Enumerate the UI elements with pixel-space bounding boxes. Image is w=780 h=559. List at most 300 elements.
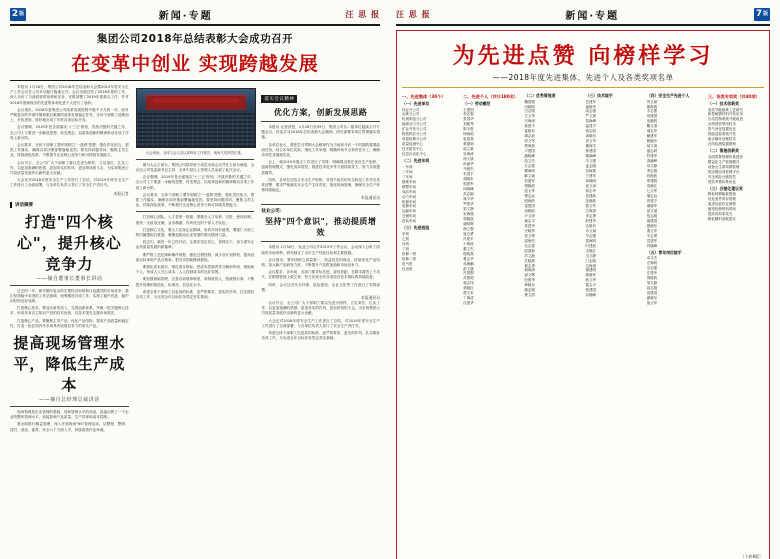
- award-name: 精整车间: [402, 184, 416, 189]
- award-subheading: （五）青年岗位能手: [646, 249, 682, 255]
- award-name: 农晓东: [585, 223, 597, 228]
- award-name: 雷建国: [524, 203, 535, 208]
- award-name: 臧建军: [646, 134, 658, 139]
- award-subtitle: ——2018年度先进集体、先进个人及各类奖项名单: [492, 73, 674, 82]
- award-subheading: （二）管理创新奖: [707, 148, 739, 154]
- lead-para: 会议强调，2019年是全面落实'十三五'规划、决战决胜的关键之年，全公司上下要进一步解放思想、转变观念，以改革创新的精神推动各项工作再上新台阶。: [10, 125, 129, 140]
- award-name: 羊志勇: [646, 233, 658, 238]
- award-name: 郝文涛: [646, 144, 658, 149]
- award-name: 彭文斌: [463, 266, 474, 271]
- award-name: 祝文华: [585, 139, 597, 144]
- award-name: 洪文静: [524, 253, 535, 258]
- award-name: 苗建新: [585, 193, 597, 198]
- award-name: 于海波: [463, 241, 474, 246]
- right-masthead-brand: 汪 思 报: [396, 9, 431, 19]
- award-name: 危志刚: [646, 213, 658, 218]
- award-name: 阎志强: [585, 109, 597, 114]
- award-name: 宗志强: [646, 266, 658, 271]
- award-name: 包装车间: [402, 219, 416, 224]
- award-name: 自动控制系统升级改造: [707, 117, 743, 122]
- award-name: 支晓红: [585, 248, 597, 253]
- award-name: 童晓华: [585, 104, 597, 109]
- sidebar-extra-body: [261, 301, 380, 341]
- award-name: 动力车间: [402, 194, 416, 199]
- speech-para: 要全面推行精益管理，深入开展现场"6S"管理活动，从整理、整顿、清扫、清洁、素养、安全六个方面入手，持续改善作业环境。: [10, 422, 129, 432]
- award-name: 敖建国: [585, 288, 597, 293]
- award-name: 康晓波: [524, 184, 535, 189]
- sidebar-para: 会议要求，各车间、各部门要对标先进、查找差距，在降本增效上下功夫，在精细管理上做文章，努力实现全年各项经济技术指标的持续改善。: [261, 270, 381, 280]
- left-page-number-value: 2: [11, 8, 19, 19]
- award-name: 柳海明: [524, 169, 535, 174]
- award-heading: 二、先进个人（共计180名）: [463, 94, 518, 99]
- award-name: 汤晓丽: [524, 208, 535, 213]
- award-subheading: （一）先进单位: [402, 100, 430, 106]
- sidebar-item-2-signature: 本报通讯员: [361, 295, 381, 301]
- award-name: 郭建军: [463, 182, 474, 187]
- sidebar-item-2-title: 坚持"四个意识"，推动提质增效: [265, 217, 377, 238]
- award-name: 麦志刚: [585, 164, 597, 169]
- sidebar-item-1-rule: [261, 121, 380, 122]
- left-column-2: [136, 85, 255, 435]
- award-name: 绩效考核体系优化: [707, 179, 736, 184]
- left-headline: 在变革中创业 实现跨越发展: [71, 53, 319, 75]
- award-name: 沈建华: [463, 301, 474, 306]
- award-name: 花晓波: [585, 198, 597, 203]
- sidebar-para: 同时，会议还对安全环保、队伍建设、企业文化等工作进行了安排部署。: [261, 282, 381, 292]
- award-name: 韩立强: [463, 226, 474, 231]
- award-name: 辛文强: [585, 159, 597, 164]
- award-name: 柯海涛: [524, 268, 535, 273]
- award-name: 范文杰: [524, 159, 535, 164]
- award-list-frame: [396, 30, 770, 559]
- sidebar-item-1-body: [261, 125, 380, 193]
- speech-para: 要严格工艺纪律和操作规程，强化过程控制，减少非计划停机，提高设备运转率和产品合格率，把各类损耗降到最低。: [135, 252, 255, 262]
- award-name: 检修二班: [402, 256, 416, 261]
- award-name: 新型耐磨材料开发应用: [707, 112, 743, 117]
- award-name: 庄建华: [646, 271, 658, 276]
- award-name: 技术研发中心: [402, 147, 423, 152]
- award-column-5: [647, 92, 703, 559]
- sidebar-item-2-label: 钛业公司：: [261, 209, 285, 215]
- award-rule: [402, 87, 764, 88]
- award-name: 郑晓波: [463, 216, 474, 221]
- award-name: 温建平: [585, 124, 597, 129]
- award-name: 昌海波: [646, 174, 658, 179]
- award-name: 容海燕: [585, 169, 597, 174]
- lead-para: 会议指出，2018年是集团公司改革发展进程中极不平凡的一年，面对严峻复杂的外部环境和艰巨繁重的改革发展稳定任务，全体干部职工迎难而上、开拓进取，较好地完成了年度各项目标任务。: [10, 107, 129, 123]
- photo-audience: [137, 113, 256, 147]
- award-name: 卓文杰: [646, 256, 658, 261]
- left-column-3: [261, 85, 380, 435]
- award-name: 在线检测装置研制: [707, 142, 736, 147]
- award-name: 检修一班: [402, 251, 416, 256]
- award-name: 王建国: [463, 107, 474, 112]
- award-name: 查晓峰: [646, 159, 658, 164]
- sidebar-item-2-body: [261, 245, 380, 293]
- award-name: 运输车间: [402, 209, 416, 214]
- speech-para: 过去的一年，面对错综复杂的宏观经济形势和日趋激烈的市场竞争，我们坚持稳中求进的工作总基调，统筹推进各项工作，实现了稳中有进、稳中向好的良好局面。: [10, 288, 129, 304]
- award-name: 熔炼车间: [402, 179, 416, 184]
- award-name: 季志刚: [646, 169, 658, 174]
- photo-note-para: 会议要求，全体干部职工要牢固树立'一盘棋'思想，强化责任担当，狠抓工作落实，确保各项决策部署落地见效。要坚持问题导向，聚焦主责主业，持续深化改革，不断提升企业核心竞争力和可持续发展能力。: [135, 192, 255, 208]
- award-name: 周立新: [463, 147, 474, 152]
- award-name: 霍志平: [585, 283, 597, 288]
- award-name: 白志刚: [524, 109, 535, 114]
- award-name: 宁建军: [585, 174, 597, 179]
- sidebar-para: 本报讯 记者获悉，1月28日至29日，集团公司各二级单位陆续召开专题会议，传达学习2018年总结表彰大会精神，研究部署本单位贯彻落实措施。: [261, 125, 381, 140]
- award-name: 甲班: [402, 231, 409, 236]
- sidebar-para: 希望全体干部职工以更高的标准、更严的要求、更实的作风，扎实做好各项工作，为完成全年目标任务奠定坚实基础。: [261, 331, 381, 341]
- award-name: 田晓明: [524, 104, 535, 109]
- award-name: 方文华: [524, 114, 535, 119]
- award-name: 林少华: [463, 196, 474, 201]
- sidebar-para: 会上，就2019年重点工作进行了安排，明确提出要在优化生产组织、创新管理模式、强化成本管控、推进技术进步等方面持续发力，努力实现提质增效。: [261, 160, 381, 175]
- award-name: 万志强: [524, 164, 535, 169]
- award-name: 供应链协同管理平台: [707, 169, 740, 174]
- speech-section-tag: 讲话摘要: [10, 202, 129, 208]
- award-subheading: （一）劳动模范: [463, 100, 491, 106]
- award-name: 物资供应分公司: [402, 132, 427, 137]
- award-name: 质量检测中心: [402, 142, 423, 147]
- award-name: 都海燕: [646, 104, 658, 109]
- lead-para: 本报讯 1月26日，集团公司2018年总结表彰大会暨2019年度安全生产工作会议在公司多功能厅隆重召开。会议全面总结了2018年度的工作，深入分析了当前面临的形势和任务，安排部署了2019年度重点工作，并对2018年度涌现出的先进集体和先进个人进行了表彰。: [10, 85, 129, 105]
- left-page: [0, 0, 388, 559]
- award-name: 时建波: [585, 243, 597, 248]
- award-name: 罗建华: [463, 201, 474, 206]
- award-name: 屠志远: [646, 193, 658, 198]
- award-name: 信息自动化中心: [402, 152, 427, 157]
- award-name: 优化备件库存管理: [707, 197, 736, 202]
- sidebar-item-1-title: 优化方案，创新发展思路: [273, 108, 368, 117]
- award-name: 岑志强: [585, 233, 597, 238]
- award-name: 李志强: [463, 112, 474, 117]
- award-name: 乜文军: [646, 188, 658, 193]
- award-name: 丁海清: [463, 296, 474, 301]
- left-masthead: [10, 6, 380, 26]
- award-name: 机械制造分公司: [402, 117, 427, 122]
- award-name: 池文涛: [585, 184, 597, 189]
- award-column-3: [524, 92, 580, 559]
- award-name: 关海清: [585, 208, 597, 213]
- speech-2-subtitle: ——摘自总经理总裁讲话: [39, 397, 100, 404]
- award-subheading: （三）技术能手: [585, 93, 613, 98]
- right-page-number-value: 7: [755, 8, 763, 19]
- award-name: 解文斌: [524, 174, 535, 179]
- award-name: 成品车间: [402, 189, 416, 194]
- award-name: 冶炼分公司: [402, 112, 420, 117]
- continued-note: （下转8版）: [740, 554, 763, 559]
- award-name: 侯文博: [524, 233, 535, 238]
- award-name: 设备检修分公司: [402, 137, 427, 142]
- right-page: [388, 0, 780, 559]
- award-name: 龚志平: [524, 218, 535, 223]
- award-name: 吴海涛: [463, 152, 474, 157]
- award-name: 二车间: [402, 169, 413, 174]
- award-title: 为先进点赞 向榜样学习: [452, 44, 714, 69]
- award-name: 褚建明: [585, 268, 597, 273]
- award-name: 翟志勇: [524, 263, 535, 268]
- photo-banner: [153, 98, 238, 103]
- award-name: 袁建军: [646, 238, 658, 243]
- speech-1-title: 打造"四个核心"，提升核心竞争力: [16, 212, 122, 273]
- award-name: 盛志明: [646, 149, 658, 154]
- photo-note: [136, 163, 255, 209]
- award-name: 三车间: [402, 174, 413, 179]
- left-columns: [10, 85, 380, 435]
- award-name: 降低吨钢能耗措施: [707, 192, 736, 197]
- award-name: 昝建国: [646, 290, 658, 295]
- award-name: 苏建明: [463, 276, 474, 281]
- award-name: 闻建国: [646, 218, 658, 223]
- award-name: 崔晓东: [524, 129, 535, 134]
- award-name: 佟晓峰: [646, 243, 658, 248]
- award-name: 左海明: [646, 261, 658, 266]
- lead-article-signature: 本报记者: [113, 190, 129, 196]
- award-name: 母文静: [646, 164, 658, 169]
- award-column-1: [402, 92, 458, 559]
- award-subheading: （三）合理化建议奖: [707, 185, 743, 191]
- award-name: 黄德明: [463, 142, 474, 147]
- award-column-4: [586, 92, 642, 559]
- award-name: 安全风险分级管控: [707, 174, 736, 179]
- award-name: 傅志远: [524, 193, 535, 198]
- award-name: 甄晓东: [646, 139, 658, 144]
- award-name: 梁文静: [463, 206, 474, 211]
- right-page-number: [754, 8, 770, 21]
- sidebar-item-2-rule: [261, 241, 380, 242]
- award-name: 全面预算管理体系建设: [707, 154, 743, 159]
- photo-rule: [136, 159, 255, 160]
- award-name: 废水循环处理技术: [707, 137, 736, 142]
- award-name: 智能巡检系统开发: [707, 132, 736, 137]
- award-name: 夏晓东: [646, 223, 658, 228]
- award-name: 巩文斌: [646, 99, 658, 104]
- sidebar-para: 同时，各单位还结合安全生产形势，对春节前后的安全防范工作作出具体部署，要求严格落实安全生产主体责任，强化现场管理，确保安全生产形势持续稳定。: [261, 177, 381, 193]
- award-name: 邰文斌: [646, 208, 658, 213]
- award-name: 马俊杰: [463, 167, 474, 172]
- lead-article: [10, 85, 129, 189]
- award-name: 邹文静: [646, 281, 658, 285]
- award-name: 史晓军: [524, 228, 535, 233]
- award-name: 祖志刚: [646, 285, 658, 290]
- award-name: 机修车间: [402, 199, 416, 204]
- award-name: 徐文斌: [463, 157, 474, 162]
- award-name: 电修车间: [402, 204, 416, 209]
- award-name: 廖文军: [524, 139, 535, 144]
- left-kicker: 集团公司2018年总结表彰大会成功召开: [96, 33, 294, 45]
- sidebar-item-1-signature: 本报通讯员: [361, 195, 381, 201]
- award-name: 祁晓峰: [585, 293, 597, 298]
- award-name: 申志勇: [585, 213, 597, 218]
- speech-para: 要加强基础管理，完善各项规章制度，用制度管人、按流程办事，不断提升管理的规范化、标准化、信息化水平。: [135, 277, 255, 287]
- award-column-2: [463, 92, 519, 559]
- award-name: 蒲志刚: [524, 288, 535, 293]
- photo-note-para: 图为大会主席台。集团公司领导班子成员出席会议并在主席台就座，会议由公司党委副书记主持，全体中层以上管理人员参加了此次会议。: [135, 162, 255, 172]
- award-name: 改进包装作业流程: [707, 202, 736, 207]
- award-name: 高志刚: [463, 191, 474, 196]
- speech-1-body: [10, 289, 129, 329]
- award-name: 电气班: [402, 261, 413, 266]
- award-name: 一车间: [402, 164, 413, 169]
- left-column-1: [10, 85, 129, 435]
- award-name: 精益化生产管理模式: [707, 159, 740, 164]
- award-name: 吕国强: [463, 271, 474, 276]
- award-name: 乙班: [402, 236, 409, 241]
- award-name: 连晓明: [646, 119, 658, 124]
- award-name: 严文斌: [585, 114, 597, 119]
- sidebar-para: 各单位表示，要把学习贯彻大会精神作为当前和今后一个时期的重要政治任务，结合本单位实际，细化工作举措，明确时间节点和责任分工，确保各项任务落到实处。: [261, 142, 381, 158]
- award-name: 屈文华: [524, 188, 535, 193]
- award-subheading: （二）优秀管理者: [524, 93, 556, 98]
- award-name: 宋海燕: [463, 211, 474, 216]
- award-column-6: [708, 92, 764, 559]
- award-name: 边海涛: [585, 263, 597, 268]
- award-name: 段海波: [524, 198, 535, 203]
- award-name: 陈永胜: [463, 127, 474, 132]
- award-name: 姜建平: [524, 124, 535, 129]
- award-name: 舒建华: [585, 218, 597, 223]
- award-name: 胡晓东: [463, 177, 474, 182]
- award-name: 毛志强: [524, 243, 535, 248]
- award-name: 魏国强: [524, 99, 535, 104]
- left-masthead-brand: 汪 思 报: [345, 9, 380, 19]
- award-name: 冯建平: [463, 236, 474, 241]
- award-name: 符建华: [646, 154, 658, 159]
- award-name: 余热回收利用技术: [707, 122, 736, 127]
- award-name: 卢建国: [524, 149, 535, 154]
- left-masthead-title: 新闻·专题: [158, 10, 213, 22]
- award-name: 邵海亮: [524, 238, 535, 243]
- award-name: 尹文涛: [524, 213, 535, 218]
- award-subheading: （二）先进车间: [402, 158, 430, 164]
- award-name: 提高成材率攻关: [707, 212, 733, 217]
- award-name: 石海涛: [524, 119, 535, 124]
- award-name: 孙丽华: [463, 162, 474, 167]
- speech-1-body-cont: [136, 215, 255, 250]
- award-name: 刘雅琴: [463, 122, 474, 127]
- award-name: 董海生: [585, 144, 597, 149]
- award-name: 苗晓红: [646, 184, 658, 189]
- right-masthead: [396, 6, 770, 26]
- award-name: 设备全生命周期管理: [707, 164, 740, 169]
- award-name: 蔡晓红: [463, 286, 474, 291]
- sidebar-divider: [261, 204, 380, 205]
- lead-para: 会议要求，全体干部职工要牢固树立'一盘棋'思想，强化责任担当，狠抓工作落实，确保各项决策部署落地见效。要坚持问题导向，聚焦主责主业，持续深化改革，不断提升企业核心竞争力和可持续发展能力。: [10, 143, 129, 158]
- award-name: 练晓军: [585, 273, 597, 278]
- sidebar-para: 大会还对2018年度安全生产工作进行了总结，对2019年度安全生产工作进行了全面部署，与各单位负责人签订了安全生产责任书。: [261, 318, 381, 328]
- speech-para: 打造核心产品。要聚焦主导产品，优化产品结构，提高产品质量和稳定性，打造一批在国内外市场具有较强竞争力的拳头产品。: [10, 318, 129, 328]
- award-name: 朱国平: [463, 172, 474, 177]
- award-heading: 三、各类专项奖（共40项）: [707, 94, 760, 99]
- award-name: 高效节能熔炼工艺研究: [707, 107, 743, 112]
- award-name: 曹志华: [463, 256, 474, 261]
- sidebar-para: 会议指出，要牢固树立质量第一、效益优先的理念，持续优化产品结构，加大新产品研发力度，不断提升产品附加值和市场竞争力。: [261, 257, 381, 268]
- award-name: 贾文军: [463, 291, 474, 296]
- award-name: 葛海峰: [585, 119, 597, 124]
- award-name: 鲁文清: [524, 293, 535, 298]
- speech-para: 现场管理是企业管理的基础，现场管理水平的高低，直接反映了一个企业的整体管理水平，直接影响产品质量、生产效率和成本控制。: [10, 410, 129, 420]
- lead-para: 会议号召，全公司广大干部职工要以先进为榜样，立足岗位、扎实工作，以更加饱满的热情、更加务实的作风、更加昂扬的斗志，为实现集团公司高质量发展作出新的更大贡献。: [10, 160, 129, 176]
- sidebar-para: 会议号召，全公司广大干部职工要以先进为榜样，立足岗位、扎实工作，以更加饱满的热情、更加务实的作风、更加昂扬的斗志，为实现集团公司高质量发展作出新的更大贡献。: [261, 301, 381, 316]
- award-name: 邓海鹏: [463, 261, 474, 266]
- speech-1-rule: [10, 285, 129, 286]
- award-name: 项晓东: [585, 134, 597, 139]
- award-name: 程晓燕: [463, 251, 474, 256]
- award-name: 单晓明: [585, 179, 597, 184]
- right-page-number-label: 版: [763, 10, 769, 17]
- award-name: 杨晓明: [463, 132, 474, 137]
- award-name: 董文杰: [463, 246, 474, 251]
- award-name: 潘晓峰: [524, 154, 535, 159]
- award-name: 木志强: [646, 109, 658, 114]
- award-name: 燕文军: [585, 203, 597, 208]
- award-name: 荆晓东: [524, 283, 535, 288]
- award-name: 岳建军: [585, 99, 597, 104]
- award-name: 钛业分公司: [402, 107, 420, 112]
- award-name: 能源动力分公司: [402, 122, 427, 127]
- photo-note-para: 会议强调，2019年是全面落实'十三五'规划、决战决胜的关键之年，全公司上下要进一步解放思想、转变观念，以改革创新的精神推动各项工作再上新台阶。: [135, 175, 255, 190]
- award-name: 门志刚: [585, 258, 597, 263]
- award-name: 纪建华: [524, 278, 535, 283]
- award-name: 降低辅料消耗建议: [707, 217, 736, 221]
- award-name: 何晓峰: [463, 187, 474, 191]
- award-name: 鞠文清: [646, 124, 658, 129]
- sidebar-item-1-label: 落实会议精神: [261, 95, 297, 103]
- award-name: 缩短检修停机时间: [707, 207, 736, 212]
- award-name: 裴海明: [585, 238, 597, 243]
- award-name: 谢明辉: [463, 221, 474, 226]
- award-name: 张国华: [463, 117, 474, 122]
- award-name: 邱建新: [524, 248, 535, 253]
- award-name: 丁班: [402, 246, 409, 251]
- award-name: 唐志勇: [463, 231, 474, 236]
- speech-2-title: 提高现场管理水平，降低生产成本: [13, 334, 126, 395]
- award-name: 仪表班: [402, 266, 413, 271]
- award-name: 乔文斌: [585, 228, 597, 233]
- conference-photo: [136, 88, 257, 148]
- award-subheading: （一）技术创新奖: [707, 100, 739, 106]
- speech-para: 打造核心团队。人才是第一资源，要健全人才培养、引进、使用机制，建设一支政治过硬、业务精湛、作风优良的干部人才队伍。: [135, 215, 255, 225]
- award-name: 全文静: [585, 253, 597, 258]
- col2-divider: [136, 211, 255, 212]
- award-name: 武晓燕: [524, 258, 535, 263]
- right-masthead-title: 新闻·专题: [565, 10, 620, 22]
- award-name: 项建国: [646, 114, 658, 119]
- award-name: 冉建平: [646, 198, 658, 203]
- award-subheading: （四）安全生产先进个人: [646, 93, 690, 98]
- lead-para: 大会还对2018年度安全生产工作进行了总结，对2019年度安全生产工作进行了全面部署，与各单位负责人签订了安全生产责任书。: [10, 178, 129, 188]
- award-name: 樊海燕: [524, 144, 535, 149]
- award-name: 燕文华: [646, 228, 658, 233]
- award-name: 丙班: [402, 241, 409, 246]
- award-name: 訾晓波: [646, 276, 658, 281]
- award-name: 桑晓华: [646, 203, 658, 208]
- award-name: 钟建国: [585, 149, 597, 154]
- speech-para: 打造核心文化。要大力弘扬企业精神，培育共同价值观，增强广大职工的归属感和自豪感，凝聚起推动企业发展的强大精神力量。: [135, 227, 255, 237]
- speech-2-rule: [10, 406, 129, 407]
- speech-2-body-cont: [136, 253, 255, 301]
- award-name: 仓储车间: [402, 214, 416, 219]
- award-name: 贺建军: [524, 179, 535, 184]
- speech-2-body: [10, 410, 129, 433]
- award-name: 赵春燕: [463, 137, 474, 142]
- award-name: 翁志华: [646, 129, 658, 134]
- award-subheading: （三）先进班组: [402, 225, 430, 231]
- sidebar-para: 本报讯 1月30日，钛业公司召开2019年工作会议，会议深入分析了面临的市场形势，研究制定了全年生产经营目标和主要措施。: [261, 245, 381, 255]
- left-page-number-label: 版: [19, 10, 25, 17]
- award-name: 戚文华: [585, 278, 597, 283]
- award-name: 矿业开发分公司: [402, 127, 427, 132]
